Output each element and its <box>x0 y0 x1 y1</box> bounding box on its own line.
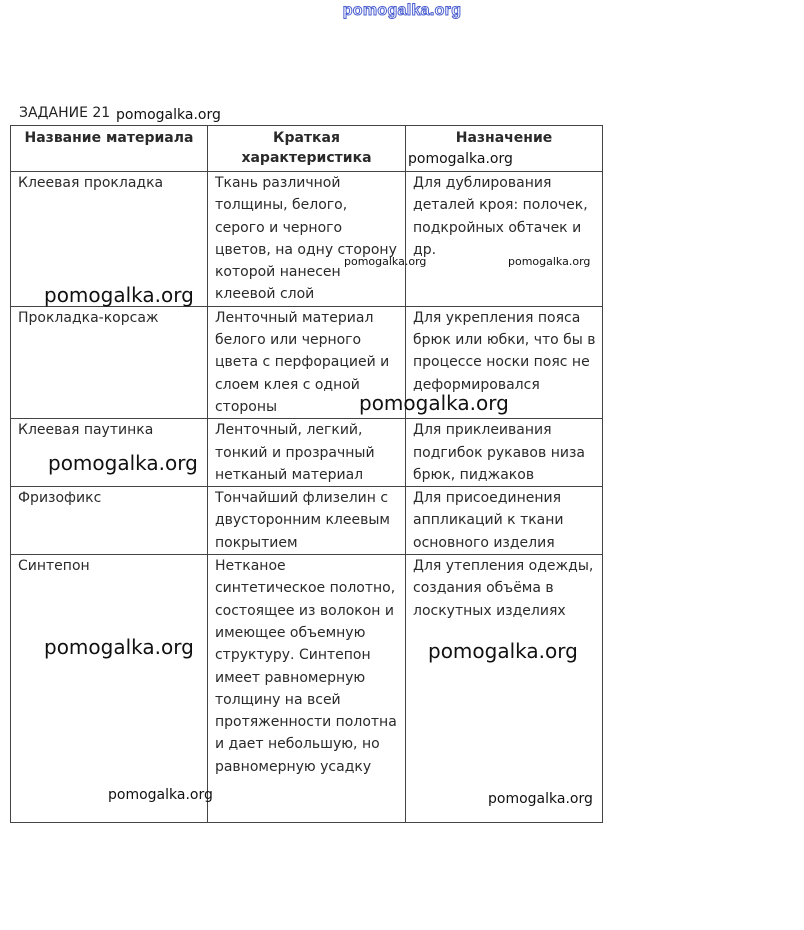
material-purpose: Для дублирования деталей кроя: полочек, подкройных обтачек и др. <box>406 172 603 307</box>
material-name: Прокладка-корсаж <box>11 306 208 418</box>
table-header <box>11 126 603 172</box>
watermark-text: pomogalka.org <box>44 283 194 307</box>
watermark-text: pomogalka.org <box>488 791 593 807</box>
material-characteristic: Ленточный, легкий, тонкий и прозрачный нетканый материал <box>207 419 405 487</box>
material-purpose: Для укрепления пояса брюк или юбки, что бы в процессе носки пояс не деформировался <box>406 306 603 418</box>
task-title: ЗАДАНИЕ 21 <box>19 105 111 121</box>
table-row <box>11 555 603 823</box>
material-characteristic: Нетканое синтетическое полотно, состоящее из волокон и имеющее объемную структуру. Синтепон имеет равномерную толщину на всей протяженности полотна и дает небольшую, но равномерную усадку <box>207 555 405 823</box>
column-header-characteristic: Краткая характеристика <box>207 126 405 172</box>
material-name: Клеевая прокладка <box>11 172 208 307</box>
material-purpose: Для приклеивания подгибок рукавов низа брюк, пиджаков <box>406 419 603 487</box>
material-characteristic: Ленточный материал белого или черного цвета с перфорацией и слоем клея с одной стороны <box>207 306 405 418</box>
watermark-text: pomogalka.org <box>48 451 198 475</box>
material-purpose: Для утепления одежды, создания объёма в лоскутных изделиях <box>406 555 603 823</box>
watermark-text: pomogalka.org <box>116 107 221 123</box>
column-header-name: Название материала <box>11 126 208 172</box>
watermark-text: pomogalka.org <box>44 635 194 659</box>
watermark-text: pomogalka.org <box>428 639 578 663</box>
material-name: Фризофикс <box>11 487 208 555</box>
watermark-text: pomogalka.org <box>508 255 591 268</box>
watermark-text: pomogalka.org <box>408 151 513 167</box>
watermark-text: pomogalka.org <box>344 255 427 268</box>
site-link[interactable]: pomogalka.org <box>342 2 462 19</box>
material-purpose: Для присоединения аппликаций к ткани основного изделия <box>406 487 603 555</box>
material-name: Синтепон <box>11 555 208 823</box>
table-row <box>11 487 603 555</box>
material-characteristic: Ткань различной толщины, белого, серого и черного цветов, на одну сторону которой нанесен клеевой слой <box>207 172 405 307</box>
table-row <box>11 306 603 418</box>
material-characteristic: Тончайший флизелин с двусторонним клеевым покрытием <box>207 487 405 555</box>
column-header-purpose: Назначение <box>406 126 603 172</box>
watermark-text: pomogalka.org <box>359 391 509 415</box>
watermark-text: pomogalka.org <box>108 787 213 803</box>
material-name: Клеевая паутинка <box>11 419 208 487</box>
